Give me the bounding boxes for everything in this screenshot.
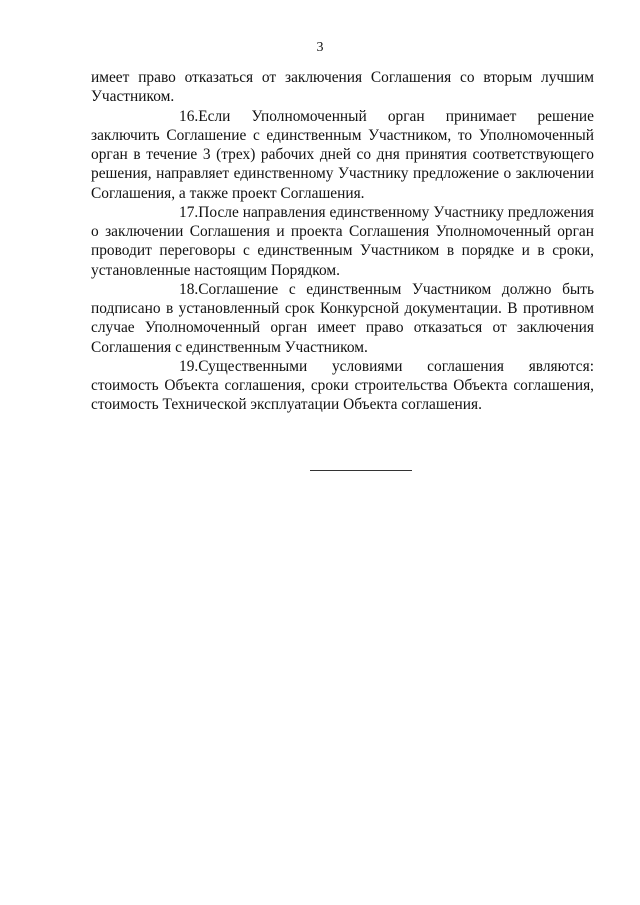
paragraph-number: 17. (179, 203, 199, 221)
paragraph-text: Соглашение с единственным Участником должно быть подписано в установленный срок Конкурсной документации. В противном случае Уполномоченный орган имеет право отказаться от заключения Соглашения с единственным Участником. (91, 280, 594, 356)
paragraph-text: Существенными условиями соглашения являются: стоимость Объекта соглашения, сроки строительства Объекта соглашения, стоимость Технической эксплуатации Объекта соглашения. (91, 357, 594, 414)
paragraph-text: имеет право отказаться от заключения Соглашения со вторым лучшим Участником. (91, 69, 594, 106)
page-number: 3 (316, 40, 324, 55)
paragraph-17 (91, 203, 594, 280)
paragraph-text: После направления единственному Участнику предложения о заключении Соглашения и проекта Соглашения Уполномоченный орган проводит переговоры с единственным Участником в порядке и в сроки, установленные настоящим Порядком. (91, 203, 594, 279)
paragraph-18 (91, 280, 594, 357)
paragraph-number: 16. (179, 107, 199, 125)
paragraph-16 (91, 107, 594, 203)
end-divider-line (310, 470, 412, 471)
paragraph-number: 19. (179, 357, 199, 375)
paragraph-19 (91, 357, 594, 415)
paragraph-continuation (91, 68, 594, 107)
paragraph-text: Если Уполномоченный орган принимает решение заключить Соглашение с единственным Участником, то Уполномоченный орган в течение 3 (трех) рабочих дней со дня принятия соответствующего решения, направляет единственному Участнику предложение о заключении Соглашения, а также проект Соглашения. (91, 107, 594, 202)
paragraph-number: 18. (179, 280, 199, 298)
document-body (91, 68, 594, 415)
